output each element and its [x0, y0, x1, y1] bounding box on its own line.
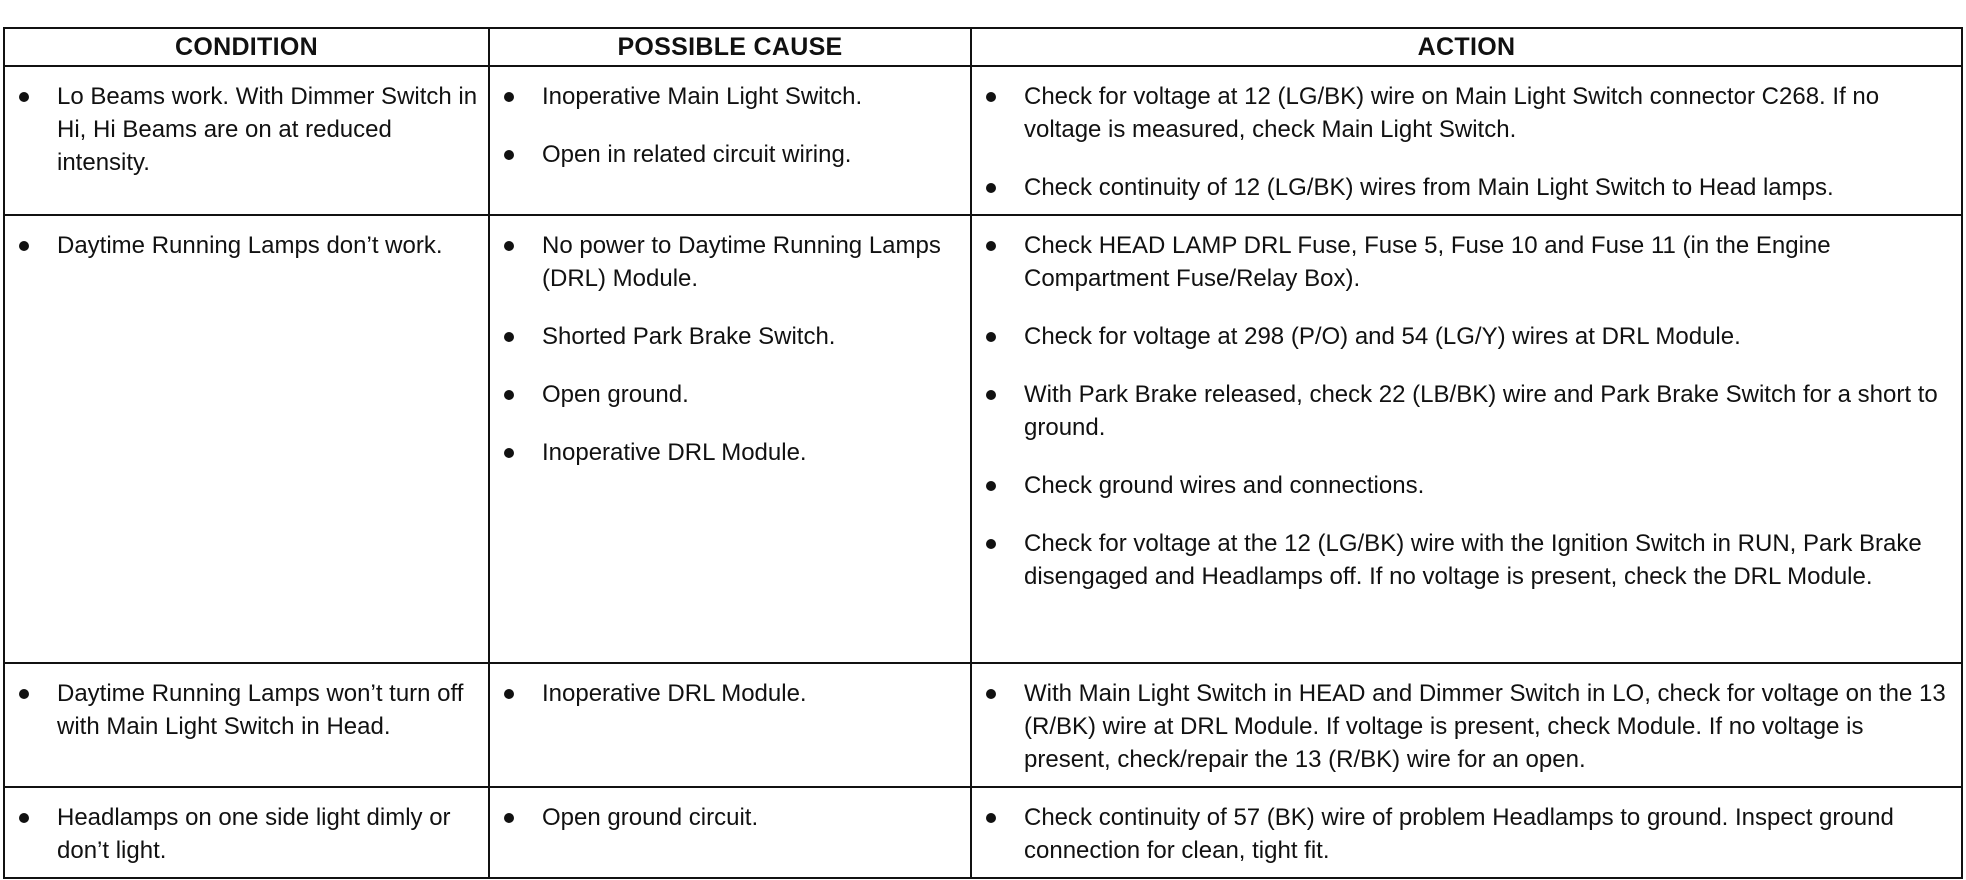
cause-text: Open ground circuit. — [542, 804, 759, 831]
bullet-icon — [504, 390, 514, 400]
bullet-icon — [986, 539, 996, 549]
cause-item — [496, 378, 962, 411]
cause-item — [496, 320, 962, 353]
action-item — [978, 320, 1953, 353]
action-item — [978, 527, 1953, 593]
header-row — [4, 28, 1962, 66]
bullet-icon — [986, 241, 996, 251]
header-action: ACTION — [971, 28, 1962, 66]
action-cell — [971, 787, 1962, 878]
cause-item — [496, 801, 962, 834]
table-row — [4, 66, 1962, 215]
condition-item — [11, 801, 480, 867]
action-item — [978, 801, 1953, 867]
action-item — [978, 171, 1953, 204]
cause-item — [496, 229, 962, 295]
bullet-icon — [504, 241, 514, 251]
action-item — [978, 469, 1953, 502]
action-text: Check HEAD LAMP DRL Fuse, Fuse 5, Fuse 10 and Fuse 11 (in the Engine Compartment Fuse/Relay Box). — [1024, 232, 1831, 292]
condition-text: Daytime Running Lamps don’t work. — [57, 232, 443, 259]
cause-text: No power to Daytime Running Lamps (DRL) Module. — [542, 232, 941, 292]
condition-text: Lo Beams work. With Dimmer Switch in Hi, Hi Beams are on at reduced intensity. — [57, 83, 478, 176]
action-item — [978, 378, 1953, 444]
condition-item — [11, 229, 480, 262]
action-text: Check for voltage at 12 (LG/BK) wire on Main Light Switch connector C268. If no voltage is measured, check Main Light Switch. — [1024, 83, 1880, 143]
bullet-icon — [19, 813, 29, 823]
bullet-icon — [19, 92, 29, 102]
condition-text: Headlamps on one side light dimly or don’t light. — [57, 804, 451, 864]
condition-cell — [4, 787, 489, 878]
table-row — [4, 215, 1962, 663]
bullet-icon — [986, 332, 996, 342]
bullet-icon — [986, 183, 996, 193]
cause-text: Inoperative DRL Module. — [542, 439, 807, 466]
bullet-icon — [986, 689, 996, 699]
cause-text: Open in related circuit wiring. — [542, 141, 852, 168]
action-text: Check for voltage at 298 (P/O) and 54 (LG/Y) wires at DRL Module. — [1024, 323, 1741, 350]
cause-cell — [489, 663, 971, 787]
diagnosis-table — [3, 27, 1963, 879]
bullet-icon — [986, 481, 996, 491]
action-item — [978, 677, 1953, 776]
action-text: Check continuity of 57 (BK) wire of problem Headlamps to ground. Inspect ground connection for clean, tight fit. — [1024, 804, 1894, 864]
action-cell — [971, 66, 1962, 215]
bullet-icon — [19, 689, 29, 699]
action-cell — [971, 215, 1962, 663]
cause-text: Inoperative DRL Module. — [542, 680, 807, 707]
action-item — [978, 80, 1953, 146]
table-row — [4, 663, 1962, 787]
cause-item — [496, 80, 962, 113]
bullet-icon — [19, 241, 29, 251]
condition-text: Daytime Running Lamps won’t turn off with Main Light Switch in Head. — [57, 680, 464, 740]
action-text: Check continuity of 12 (LG/BK) wires from Main Light Switch to Head lamps. — [1024, 174, 1834, 201]
header-condition: CONDITION — [4, 28, 489, 66]
bullet-icon — [504, 689, 514, 699]
bullet-icon — [986, 390, 996, 400]
condition-cell — [4, 663, 489, 787]
header-possible-cause: POSSIBLE CAUSE — [489, 28, 971, 66]
bullet-icon — [504, 92, 514, 102]
action-text: Check for voltage at the 12 (LG/BK) wire with the Ignition Switch in RUN, Park Brake disengaged and Headlamps off. If no voltage is present, check the DRL Module. — [1024, 530, 1922, 590]
cause-item — [496, 436, 962, 469]
bullet-icon — [986, 92, 996, 102]
cause-cell — [489, 215, 971, 663]
cause-cell — [489, 66, 971, 215]
cause-text: Inoperative Main Light Switch. — [542, 83, 863, 110]
bullet-icon — [986, 813, 996, 823]
condition-cell — [4, 66, 489, 215]
action-text: Check ground wires and connections. — [1024, 472, 1425, 499]
condition-item — [11, 80, 480, 179]
condition-item — [11, 677, 480, 743]
action-item — [978, 229, 1953, 295]
cause-text: Open ground. — [542, 381, 689, 408]
bullet-icon — [504, 150, 514, 160]
bullet-icon — [504, 448, 514, 458]
bullet-icon — [504, 813, 514, 823]
bullet-icon — [504, 332, 514, 342]
action-text: With Main Light Switch in HEAD and Dimmer Switch in LO, check for voltage on the 13 (R/BK) wire at DRL Module. If voltage is present, check Module. If no voltage is present, check/repair the 13 (R/BK) wire for an open. — [1024, 680, 1946, 773]
action-cell — [971, 663, 1962, 787]
cause-item — [496, 677, 962, 710]
cause-text: Shorted Park Brake Switch. — [542, 323, 836, 350]
cause-item — [496, 138, 962, 171]
condition-cell — [4, 215, 489, 663]
table-row — [4, 787, 1962, 878]
action-text: With Park Brake released, check 22 (LB/BK) wire and Park Brake Switch for a short to ground. — [1024, 381, 1938, 441]
cause-cell — [489, 787, 971, 878]
